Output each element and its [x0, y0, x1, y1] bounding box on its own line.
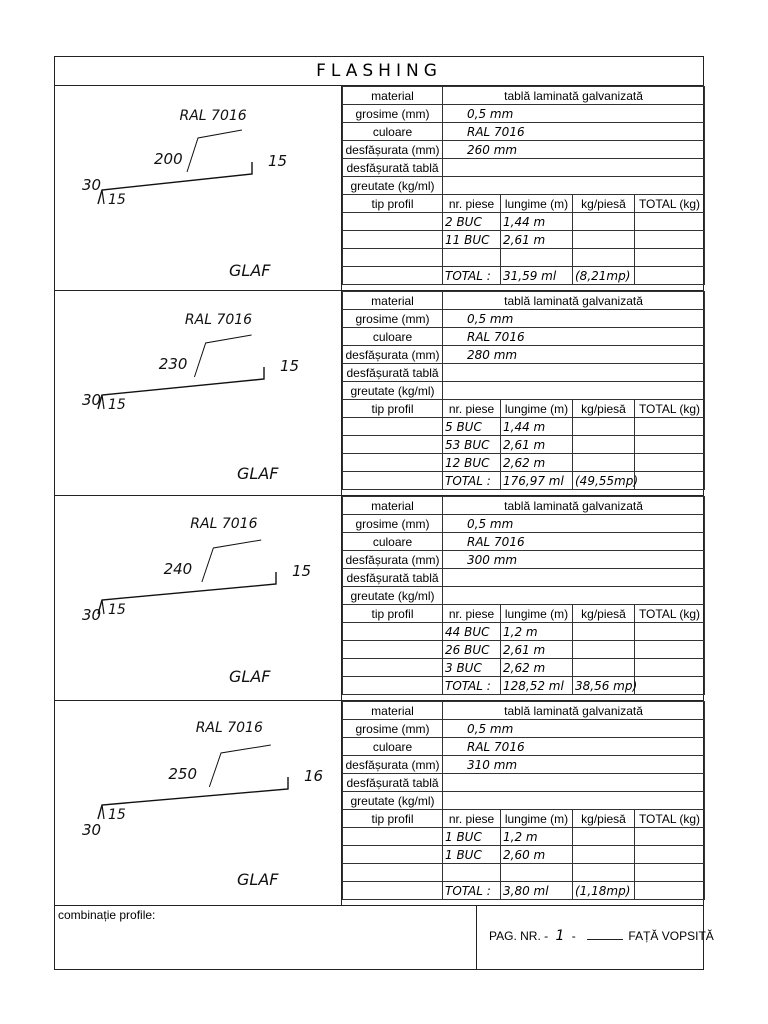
- piece-row: [343, 418, 705, 436]
- total-row: [343, 267, 705, 285]
- piece-row: [343, 436, 705, 454]
- tip-profil-cell: [343, 828, 443, 846]
- kg-piesa-cell: [573, 864, 635, 882]
- header-tip-profil: tip profil: [343, 400, 443, 418]
- label-desf-tabla: desfășurată tablă: [343, 569, 443, 587]
- ral-annotation: RAL 7016: [195, 720, 263, 736]
- page-dash: -: [571, 929, 576, 943]
- kg-piesa-cell: [573, 846, 635, 864]
- form-footer: [54, 906, 714, 970]
- piece-row: [343, 659, 705, 677]
- profile-name: GLAF: [237, 464, 279, 483]
- width-dimension: 200: [154, 150, 183, 168]
- label-material: material: [343, 87, 443, 105]
- value-desfasurata: 280 mm: [443, 346, 705, 364]
- header-total-kg: TOTAL (kg): [635, 605, 705, 623]
- value-desf-tabla: [443, 569, 705, 587]
- header-nr-piese: nr. piese: [443, 400, 501, 418]
- label-culoare: culoare: [343, 123, 443, 141]
- total-length: 31,59 ml: [501, 267, 573, 285]
- value-material: tablă laminată galvanizată: [443, 497, 705, 515]
- nr-piese-cell: [443, 249, 501, 267]
- piece-row: [343, 623, 705, 641]
- lungime-cell: [501, 249, 573, 267]
- width-dimension: 250: [168, 765, 198, 783]
- kg-piesa-cell: [573, 659, 635, 677]
- value-culoare: RAL 7016: [443, 123, 705, 141]
- total-empty-cell: [343, 267, 443, 285]
- label-desf-tabla: desfășurată tablă: [343, 774, 443, 792]
- total-row: [343, 677, 705, 695]
- label-material: material: [343, 702, 443, 720]
- nr-piese-cell: 12 BUC: [443, 454, 501, 472]
- profile-sketch: [54, 291, 342, 495]
- bottom-flange-dimension: 15: [108, 602, 126, 618]
- piece-row: [343, 454, 705, 472]
- form-title: FLASHING: [54, 56, 704, 86]
- nr-piese-cell: 26 BUC: [443, 641, 501, 659]
- tip-profil-cell: [343, 454, 443, 472]
- nr-piese-cell: 11 BUC: [443, 231, 501, 249]
- total-kg-cell: [635, 623, 705, 641]
- page-number: 1: [555, 928, 565, 944]
- value-grosime: 0,5 mm: [443, 310, 705, 328]
- profile-section: [54, 496, 704, 701]
- tip-profil-cell: [343, 436, 443, 454]
- profile-drawing: [54, 701, 342, 906]
- nr-piese-cell: 5 BUC: [443, 418, 501, 436]
- lungime-cell: 2,60 m: [501, 846, 573, 864]
- lungime-cell: 1,2 m: [501, 623, 573, 641]
- value-material: tablă laminată galvanizată: [443, 702, 705, 720]
- profile-name: GLAF: [229, 261, 271, 280]
- label-desf-tabla: desfășurată tablă: [343, 364, 443, 382]
- label-desfasurata: desfășurata (mm): [343, 141, 443, 159]
- header-kg-piesa: kg/piesă: [573, 195, 635, 213]
- label-desfasurata: desfășurata (mm): [343, 756, 443, 774]
- piece-row: [343, 846, 705, 864]
- total-empty-cell: [343, 472, 443, 490]
- nr-piese-cell: 44 BUC: [443, 623, 501, 641]
- total-kg-cell: [635, 641, 705, 659]
- value-desf-tabla: [443, 159, 705, 177]
- value-desfasurata: 300 mm: [443, 551, 705, 569]
- kg-piesa-cell: [573, 249, 635, 267]
- label-greutate: greutate (kg/ml): [343, 177, 443, 195]
- total-kg-cell: [635, 846, 705, 864]
- label-material: material: [343, 497, 443, 515]
- total-kg-empty: [635, 472, 705, 490]
- value-material: tablă laminată galvanizată: [443, 87, 705, 105]
- profile-section: [54, 701, 704, 906]
- header-lungime: lungime (m): [501, 195, 573, 213]
- piece-row: [343, 231, 705, 249]
- profile-drawing: [54, 496, 342, 701]
- label-grosime: grosime (mm): [343, 515, 443, 533]
- header-nr-piese: nr. piese: [443, 810, 501, 828]
- lungime-cell: 2,61 m: [501, 231, 573, 249]
- ral-annotation: RAL 7016: [179, 108, 247, 124]
- piece-row: [343, 213, 705, 231]
- header-lungime: lungime (m): [501, 605, 573, 623]
- header-total-kg: TOTAL (kg): [635, 195, 705, 213]
- spec-table: [342, 496, 705, 695]
- lungime-cell: 1,44 m: [501, 418, 573, 436]
- total-row: [343, 882, 705, 900]
- nr-piese-cell: 1 BUC: [443, 846, 501, 864]
- profile-section: [54, 86, 704, 291]
- kg-piesa-cell: [573, 828, 635, 846]
- value-culoare: RAL 7016: [443, 533, 705, 551]
- kg-piesa-cell: [573, 213, 635, 231]
- total-kg-empty: [635, 882, 705, 900]
- right-flange-dimension: 15: [280, 357, 300, 375]
- page-number-box: [476, 906, 714, 970]
- bottom-flange-dimension: 15: [108, 807, 126, 823]
- label-grosime: grosime (mm): [343, 310, 443, 328]
- header-tip-profil: tip profil: [343, 810, 443, 828]
- value-desf-tabla: [443, 364, 705, 382]
- spec-table: [342, 701, 705, 900]
- ral-annotation: RAL 7016: [184, 312, 253, 328]
- header-nr-piese: nr. piese: [443, 605, 501, 623]
- header-total-kg: TOTAL (kg): [635, 810, 705, 828]
- label-desfasurata: desfășurata (mm): [343, 346, 443, 364]
- total-kg-cell: [635, 659, 705, 677]
- total-area: (1,18mp): [573, 882, 635, 900]
- page-label: PAG. NR. -: [489, 929, 549, 943]
- nr-piese-cell: 53 BUC: [443, 436, 501, 454]
- value-greutate: [443, 587, 705, 605]
- left-flange-dimension: 30: [82, 606, 102, 624]
- value-culoare: RAL 7016: [443, 738, 705, 756]
- combinatie-label: combinație profile:: [58, 908, 156, 922]
- tip-profil-cell: [343, 659, 443, 677]
- value-culoare: RAL 7016: [443, 328, 705, 346]
- header-tip-profil: tip profil: [343, 195, 443, 213]
- spec-table: [342, 86, 705, 285]
- label-grosime: grosime (mm): [343, 720, 443, 738]
- value-greutate: [443, 177, 705, 195]
- nr-piese-cell: 3 BUC: [443, 659, 501, 677]
- profile-sketch: [54, 701, 342, 905]
- total-label: TOTAL :: [443, 677, 501, 695]
- profile-section: [54, 291, 704, 496]
- value-grosime: 0,5 mm: [443, 515, 705, 533]
- total-area: (49,55mp): [573, 472, 635, 490]
- total-kg-cell: [635, 828, 705, 846]
- lungime-cell: [501, 864, 573, 882]
- header-kg-piesa: kg/piesă: [573, 810, 635, 828]
- kg-piesa-cell: [573, 641, 635, 659]
- total-empty-cell: [343, 882, 443, 900]
- total-empty-cell: [343, 677, 443, 695]
- total-kg-cell: [635, 864, 705, 882]
- total-kg-cell: [635, 231, 705, 249]
- right-flange-dimension: 15: [268, 152, 288, 170]
- header-lungime: lungime (m): [501, 810, 573, 828]
- total-row: [343, 472, 705, 490]
- label-greutate: greutate (kg/ml): [343, 587, 443, 605]
- total-kg-cell: [635, 454, 705, 472]
- tip-profil-cell: [343, 623, 443, 641]
- total-area: 38,56 mp): [573, 677, 635, 695]
- tip-profil-cell: [343, 864, 443, 882]
- header-nr-piese: nr. piese: [443, 195, 501, 213]
- label-culoare: culoare: [343, 738, 443, 756]
- total-length: 128,52 ml: [501, 677, 573, 695]
- lungime-cell: 1,44 m: [501, 213, 573, 231]
- right-flange-dimension: 16: [304, 767, 324, 785]
- piece-row: [343, 641, 705, 659]
- total-label: TOTAL :: [443, 267, 501, 285]
- ral-annotation: RAL 7016: [190, 516, 258, 532]
- width-dimension: 240: [163, 560, 193, 578]
- total-label: TOTAL :: [443, 472, 501, 490]
- header-tip-profil: tip profil: [343, 605, 443, 623]
- tip-profil-cell: [343, 418, 443, 436]
- tip-profil-cell: [343, 846, 443, 864]
- lungime-cell: 2,62 m: [501, 659, 573, 677]
- label-greutate: greutate (kg/ml): [343, 792, 443, 810]
- bottom-flange-dimension: 15: [108, 397, 126, 413]
- profile-name: GLAF: [237, 870, 279, 889]
- header-lungime: lungime (m): [501, 400, 573, 418]
- lungime-cell: 2,61 m: [501, 436, 573, 454]
- total-length: 176,97 ml: [501, 472, 573, 490]
- kg-piesa-cell: [573, 231, 635, 249]
- header-kg-piesa: kg/piesă: [573, 400, 635, 418]
- profile-sketch: [54, 86, 342, 290]
- right-flange-dimension: 15: [292, 562, 312, 580]
- piece-row: [343, 828, 705, 846]
- left-flange-dimension: 30: [82, 391, 102, 409]
- fata-vopsita-label: FAȚĂ VOPSITĂ: [628, 929, 714, 943]
- total-kg-cell: [635, 418, 705, 436]
- piece-row: [343, 249, 705, 267]
- total-length: 3,80 ml: [501, 882, 573, 900]
- label-grosime: grosime (mm): [343, 105, 443, 123]
- profile-sketch: [54, 496, 342, 700]
- value-greutate: [443, 382, 705, 400]
- kg-piesa-cell: [573, 623, 635, 641]
- page-number-text: [489, 928, 714, 944]
- value-desfasurata: 260 mm: [443, 141, 705, 159]
- label-greutate: greutate (kg/ml): [343, 382, 443, 400]
- value-desf-tabla: [443, 774, 705, 792]
- value-material: tablă laminată galvanizată: [443, 292, 705, 310]
- total-kg-empty: [635, 677, 705, 695]
- nr-piese-cell: 2 BUC: [443, 213, 501, 231]
- lungime-cell: 2,62 m: [501, 454, 573, 472]
- tip-profil-cell: [343, 213, 443, 231]
- label-material: material: [343, 292, 443, 310]
- value-desfasurata: 310 mm: [443, 756, 705, 774]
- tip-profil-cell: [343, 231, 443, 249]
- piece-row: [343, 864, 705, 882]
- header-total-kg: TOTAL (kg): [635, 400, 705, 418]
- tip-profil-cell: [343, 641, 443, 659]
- value-grosime: 0,5 mm: [443, 105, 705, 123]
- tip-profil-cell: [343, 249, 443, 267]
- left-flange-dimension: 30: [82, 176, 102, 194]
- profile-name: GLAF: [229, 667, 271, 686]
- total-area: (8,21mp): [573, 267, 635, 285]
- total-kg-cell: [635, 436, 705, 454]
- total-kg-empty: [635, 267, 705, 285]
- kg-piesa-cell: [573, 436, 635, 454]
- width-dimension: 230: [158, 355, 188, 373]
- nr-piese-cell: [443, 864, 501, 882]
- total-kg-cell: [635, 249, 705, 267]
- bottom-flange-dimension: 15: [108, 192, 126, 208]
- value-grosime: 0,5 mm: [443, 720, 705, 738]
- lungime-cell: 2,61 m: [501, 641, 573, 659]
- label-culoare: culoare: [343, 533, 443, 551]
- header-kg-piesa: kg/piesă: [573, 605, 635, 623]
- nr-piese-cell: 1 BUC: [443, 828, 501, 846]
- kg-piesa-cell: [573, 418, 635, 436]
- lungime-cell: 1,2 m: [501, 828, 573, 846]
- left-flange-dimension: 30: [82, 821, 102, 839]
- label-culoare: culoare: [343, 328, 443, 346]
- total-label: TOTAL :: [443, 882, 501, 900]
- profile-drawing: [54, 291, 342, 496]
- total-kg-cell: [635, 213, 705, 231]
- label-desfasurata: desfășurata (mm): [343, 551, 443, 569]
- spec-table: [342, 291, 705, 490]
- profile-drawing: [54, 86, 342, 291]
- label-desf-tabla: desfășurată tablă: [343, 159, 443, 177]
- kg-piesa-cell: [573, 454, 635, 472]
- value-greutate: [443, 792, 705, 810]
